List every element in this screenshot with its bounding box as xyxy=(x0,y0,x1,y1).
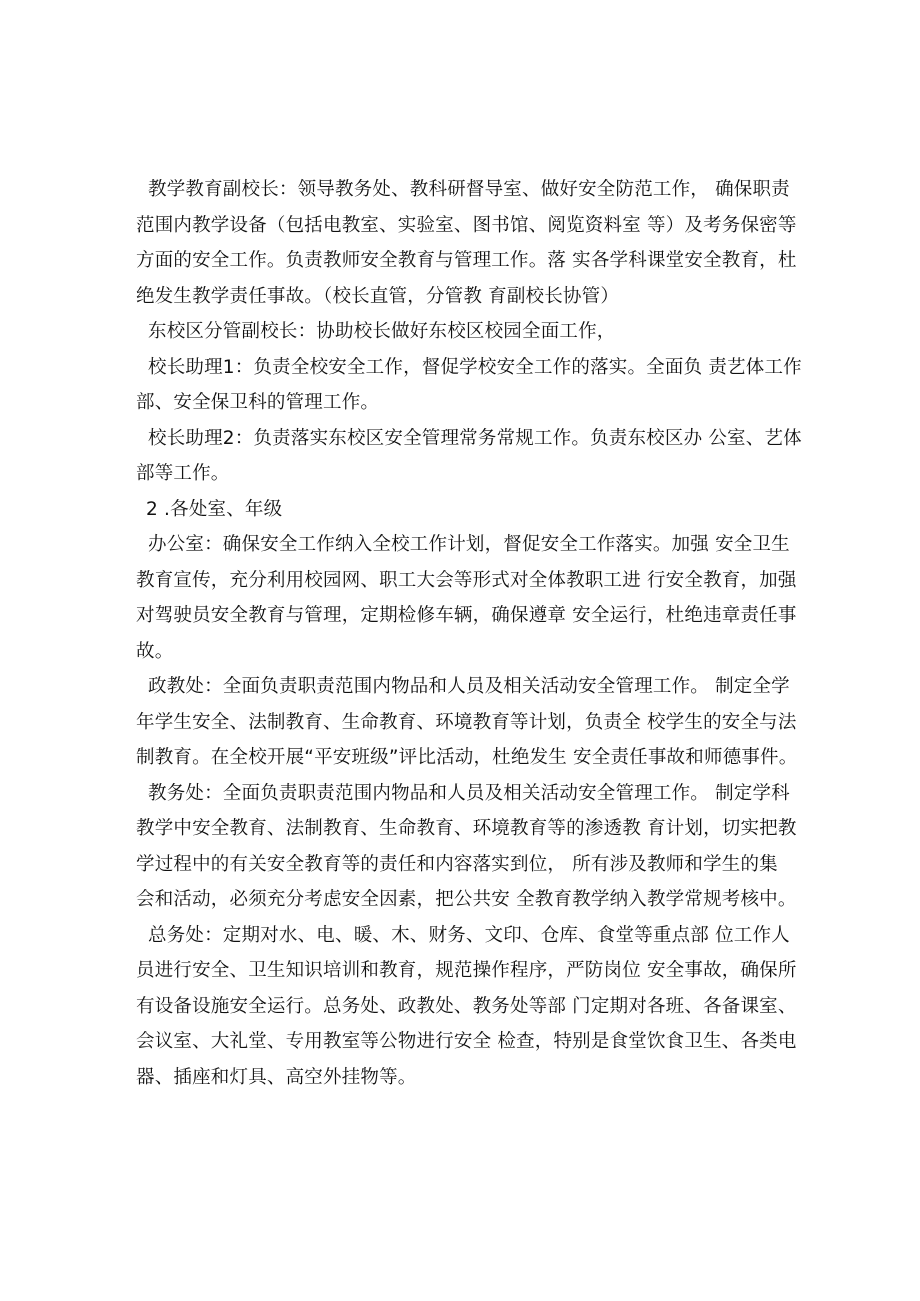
text-line: 总务处：定期对水、电、暖、木、财务、文印、仓库、食堂等重点部 位工作人 xyxy=(148,924,790,946)
text-line: 范围内教学设备（包括电教室、实验室、图书馆、阅览资料室 等）及考务保密等 xyxy=(136,214,797,236)
text-line: 绝发生教学责任事故。（校长直管，分管教 育副校长协管） xyxy=(136,285,620,307)
text-line: 会和活动，必须充分考虑安全因素，把公共安 全教育教学纳入教学常规考核中。 xyxy=(136,889,797,910)
text-line: 器、插座和灯具、高空外挂物等。 xyxy=(136,1066,417,1088)
section-heading: 2 .各处室、年级 xyxy=(146,498,283,520)
text-line: 员进行安全、卫生知识培训和教育，规范操作程序，严防岗位 安全事故，确保所 xyxy=(136,960,797,981)
text-line: 东校区分管副校长：协助校长做好东校区校园全面工作， xyxy=(148,321,616,342)
text-line: 教学教育副校长：领导教务处、教科研督导室、做好安全防范工作， 确保职责 xyxy=(148,179,790,200)
text-line: 办公室：确保安全工作纳入全校工作计划，督促安全工作落实。加强 安全卫生 xyxy=(148,534,790,555)
text-line: 学过程中的有关安全教育等的责任和内容落实到位， 所有涉及教师和学生的集 xyxy=(136,853,778,875)
text-line: 教学中安全教育、法制教育、生命教育、环境教育等的渗透教 育计划，切实把教 xyxy=(136,818,797,839)
text-line: 故。 xyxy=(136,640,174,662)
text-line: 校长助理2：负责落实东校区安全管理常务常规工作。负责东校区办 公室、艺体 xyxy=(148,427,802,449)
text-line: 教育宣传，充分利用校园网、职工大会等形式对全体教职工进 行安全教育，加强 xyxy=(136,569,797,591)
document-body xyxy=(136,172,802,1095)
text-line: 制教育。在全校开展“平安班级”评比活动，杜绝发生 安全责任事故和师德事件。 xyxy=(136,747,798,768)
text-line: 教务处：全面负责职责范围内物品和人员及相关活动安全管理工作。 制定学科 xyxy=(148,782,790,804)
text-line: 会议室、大礼堂、专用教室等公物进行安全 检查，特别是食堂饮食卫生、各类电 xyxy=(136,1031,797,1052)
text-line: 方面的安全工作。负责教师安全教育与管理工作。落 实各学科课堂安全教育，杜 xyxy=(136,250,797,271)
text-line: 部、安全保卫科的管理工作。 xyxy=(136,392,380,413)
text-line: 校长助理1：负责全校安全工作，督促学校安全工作的落实。全面负 责艺体工作 xyxy=(148,356,802,378)
text-line: 有设备设施安全运行。总务处、政教处、教务处等部 门定期对各班、各备课室、 xyxy=(136,995,797,1017)
text-line: 对驾驶员安全教育与管理，定期检修车辆，确保遵章 安全运行，杜绝违章责任事 xyxy=(136,605,797,626)
text-line: 部等工作。 xyxy=(136,463,230,484)
text-line: 政教处：全面负责职责范围内物品和人员及相关活动安全管理工作。 制定全学 xyxy=(148,676,790,697)
text-line: 年学生安全、法制教育、生命教育、环境教育等计划，负责全 校学生的安全与法 xyxy=(136,711,797,733)
